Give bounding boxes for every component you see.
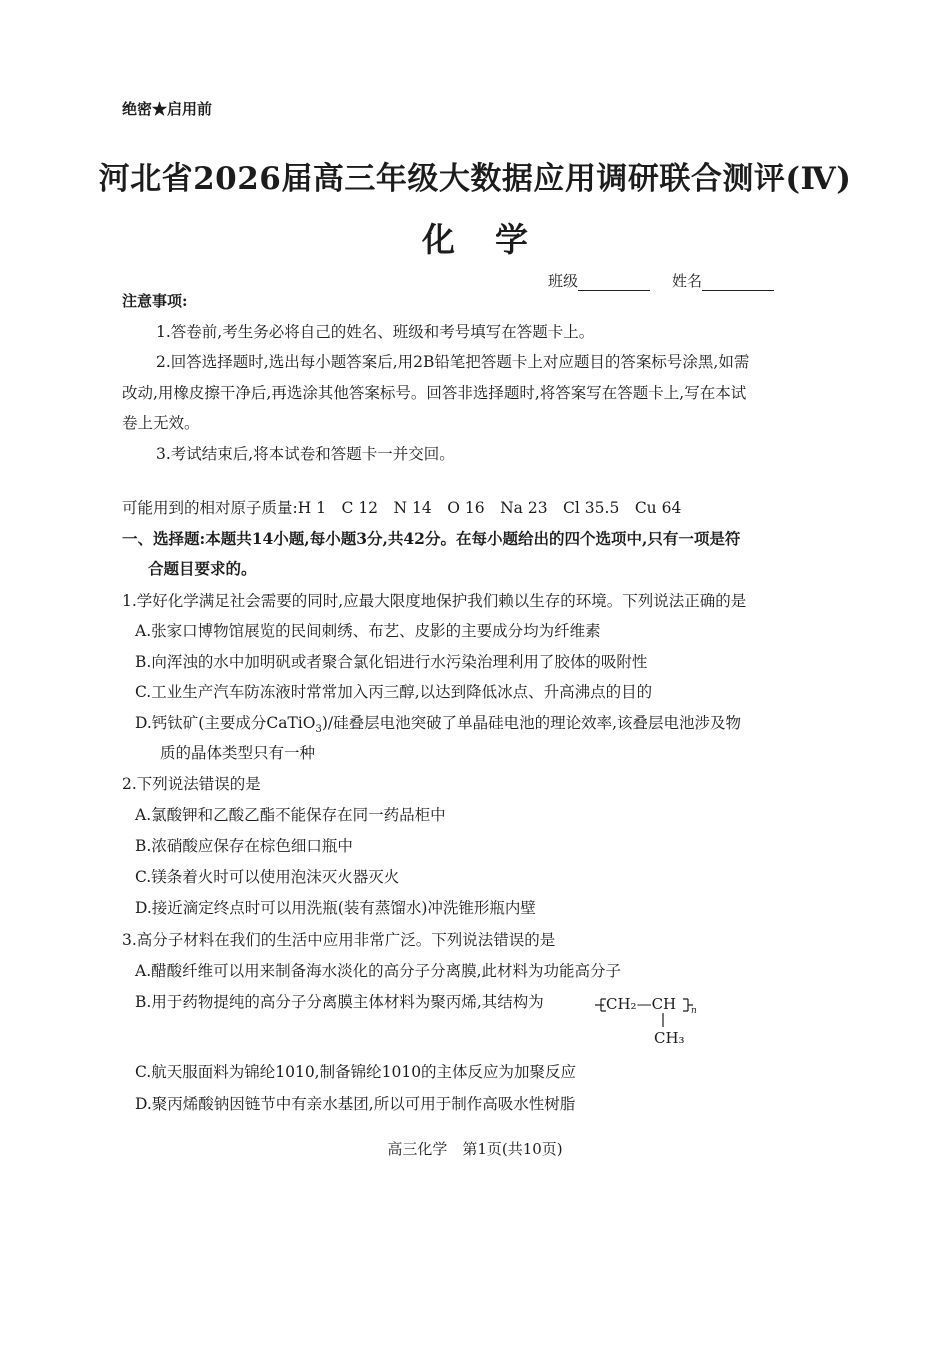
section1-heading-a: 一、选择题:本题共14小题,每小题3分,共42分。在每小题给出的四个选项中,只有一项是符 — [122, 529, 741, 548]
q2-stem: 2.下列说法错误的是 — [122, 775, 261, 793]
q1-option-d-cont: 质的晶体类型只有一种 — [160, 744, 316, 762]
q1-d-post: )/硅叠层电池突破了单晶硅电池的理论效率,该叠层电池涉及物 — [321, 714, 742, 732]
notice-line-2b: 改动,用橡皮擦干净后,再选涂其他答案标号。回答非选择题时,将答案写在答题卡上,写在本试 — [122, 384, 747, 402]
q2-option-c: C.镁条着火时可以使用泡沫灭火器灭火 — [135, 868, 400, 886]
polymer-backbone: CH₂—CH — [606, 995, 677, 1013]
class-label: 班级 — [548, 272, 579, 290]
page-footer: 高三化学 第1页(共10页) — [387, 1140, 563, 1158]
methyl-group: CH₃ — [654, 1029, 685, 1047]
left-bracket — [595, 999, 606, 1011]
name-blank[interactable] — [702, 274, 774, 291]
class-field — [548, 270, 650, 291]
q2-option-a: A.氯酸钾和乙酸乙酯不能保存在同一药品柜中 — [135, 806, 446, 824]
q3-stem: 3.高分子材料在我们的生活中应用非常广泛。下列说法错误的是 — [122, 931, 556, 949]
notice-line-1: 1.答卷前,考生务必将自己的姓名、班级和考号填写在答题卡上。 — [156, 323, 595, 341]
exam-title: 河北省2026届高三年级大数据应用调研联合测评(Ⅳ) — [98, 161, 852, 197]
q1-option-c: C.工业生产汽车防冻液时常常加入丙三醇,以达到降低冰点、升高沸点的目的 — [135, 683, 653, 701]
secret-mark: 绝密★启用前 — [122, 100, 213, 118]
q2-option-b: B.浓硝酸应保存在棕色细口瓶中 — [135, 837, 353, 855]
atomic-masses: 可能用到的相对原子质量:H 1 C 12 N 14 O 16 Na 23 Cl 35.5 Cu 64 — [122, 499, 682, 517]
q1-d-sub: 3 — [315, 724, 322, 736]
section1-heading-b: 合题目要求的。 — [148, 559, 257, 578]
q2-option-d: D.接近滴定终点时可以用洗瓶(装有蒸馏水)冲洗锥形瓶内壁 — [135, 899, 536, 917]
q3-option-c: C.航天服面料为锦纶1010,制备锦纶1010的主体反应为加聚反应 — [135, 1063, 577, 1081]
notice-heading: 注意事项: — [122, 292, 188, 310]
class-blank[interactable] — [578, 274, 650, 291]
q3-option-a: A.醋酸纤维可以用来制备海水淡化的高分子分离膜,此材料为功能高分子 — [135, 962, 622, 980]
notice-line-2c: 卷上无效。 — [122, 414, 200, 432]
q3-option-d: D.聚丙烯酸钠因链节中有亲水基团,所以可用于制作高吸水性树脂 — [135, 1095, 576, 1113]
polypropylene-structure — [592, 990, 712, 1050]
subject-title: 化学 — [422, 220, 568, 259]
notice-line-2a: 2.回答选择题时,选出每小题答案后,用2B铅笔把答题卡上对应题目的答案标号涂黑,如需 — [156, 353, 750, 371]
notice-line-3: 3.考试结束后,将本试卷和答题卡一并交回。 — [156, 445, 455, 463]
q1-option-a: A.张家口博物馆展览的民间刺绣、布艺、皮影的主要成分均为纤维素 — [135, 622, 601, 640]
name-label: 姓名 — [672, 272, 703, 290]
repeat-n: n — [691, 1006, 697, 1016]
q3-option-b: B.用于药物提纯的高分子分离膜主体材料为聚丙烯,其结构为 — [135, 993, 544, 1011]
q1-stem: 1.学好化学满足社会需要的同时,应最大限度地保护我们赖以生存的环境。下列说法正确的是 — [122, 592, 747, 610]
name-field — [672, 270, 774, 291]
q1-option-d — [135, 711, 741, 735]
q1-option-b: B.向浑浊的水中加明矾或者聚合氯化铝进行水污染治理利用了胶体的吸附性 — [135, 653, 648, 671]
q1-d-pre: D.钙钛矿(主要成分CaTiO — [135, 714, 316, 732]
